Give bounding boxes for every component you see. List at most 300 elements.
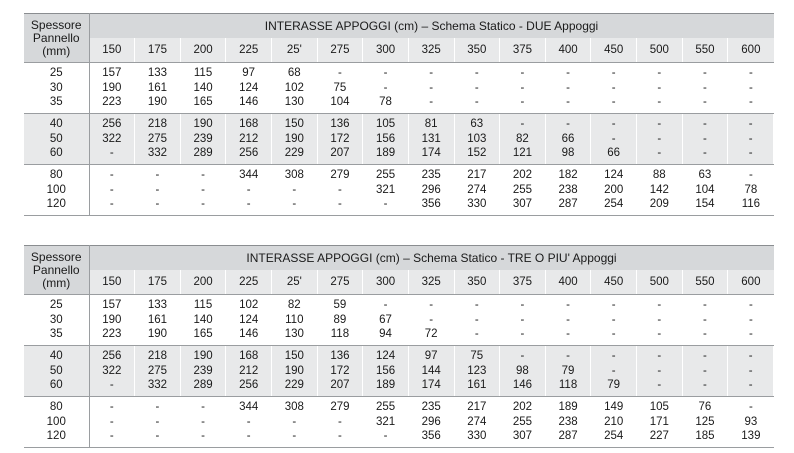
span-value: 172 — [330, 364, 350, 377]
span-value: 130 — [284, 96, 304, 109]
value-cell — [728, 114, 774, 165]
thickness-value: 35 — [49, 328, 63, 341]
span-value: 124 — [239, 81, 259, 94]
corner-label: Spessore Pannello (mm) — [24, 14, 89, 63]
span-value: 332 — [147, 147, 168, 160]
span-value: 146 — [512, 379, 533, 392]
span-value: - — [338, 67, 342, 80]
value-cell — [591, 63, 637, 114]
span-value: - — [520, 313, 525, 326]
span-header: 325 — [408, 270, 454, 295]
span-value: - — [520, 328, 525, 341]
span-value: 238 — [558, 415, 578, 428]
span-value: - — [474, 328, 479, 341]
value-cell — [728, 165, 774, 216]
span-value: - — [657, 350, 662, 363]
span-value: 229 — [284, 379, 304, 392]
span-value: 121 — [512, 147, 533, 160]
thickness-cell — [24, 397, 89, 448]
span-value: 140 — [193, 81, 213, 94]
span-value: - — [611, 313, 616, 326]
value-cell — [545, 397, 591, 448]
value-cell — [180, 63, 226, 114]
span-value: 296 — [421, 183, 441, 196]
span-value: 289 — [193, 379, 213, 392]
span-value: - — [429, 67, 434, 80]
value-cell — [363, 114, 409, 165]
span-value: - — [474, 313, 479, 326]
value-cell — [408, 346, 454, 397]
table-due-appoggi — [24, 13, 774, 216]
span-value: 307 — [512, 430, 533, 443]
span-value: 82 — [287, 299, 301, 312]
span-header: 275 — [317, 38, 363, 63]
span-value: - — [611, 81, 616, 94]
value-cell — [408, 63, 454, 114]
span-value: 150 — [284, 118, 304, 131]
value-cell — [728, 295, 774, 346]
span-value: 79 — [607, 379, 621, 392]
span-value: - — [109, 169, 114, 182]
thickness-value: 60 — [49, 379, 63, 392]
span-value: - — [611, 364, 616, 377]
span-value: 308 — [284, 169, 304, 182]
span-header: 400 — [545, 38, 591, 63]
span-value: 223 — [102, 96, 122, 109]
span-value: - — [611, 118, 616, 131]
span-value: 102 — [284, 81, 304, 94]
span-value: 93 — [744, 415, 758, 428]
span-value: - — [657, 132, 662, 145]
value-cell — [89, 346, 135, 397]
span-value: - — [155, 401, 160, 414]
value-cell — [317, 346, 363, 397]
thickness-value: 30 — [49, 81, 63, 94]
span-value: - — [201, 198, 205, 211]
value-cell — [591, 165, 637, 216]
span-value: - — [657, 81, 662, 94]
span-value: - — [566, 299, 570, 312]
span-header: 300 — [363, 38, 409, 63]
span-value: - — [474, 81, 479, 94]
value-cell — [682, 346, 728, 397]
span-value: 190 — [102, 313, 122, 326]
span-value: 239 — [193, 364, 213, 377]
span-header: 150 — [89, 270, 135, 295]
span-value: - — [657, 313, 662, 326]
span-value: 189 — [558, 401, 578, 414]
span-value: 81 — [424, 118, 438, 131]
span-value: 239 — [193, 132, 213, 145]
span-value: 144 — [421, 364, 441, 377]
span-value: - — [246, 198, 251, 211]
span-value: - — [657, 96, 662, 109]
span-value: 190 — [284, 364, 304, 377]
span-value: 207 — [330, 379, 350, 392]
span-value: - — [748, 118, 753, 131]
span-header: 175 — [135, 38, 181, 63]
table-title: INTERASSE APPOGGI (cm) – Schema Statico - DUE Appoggi — [89, 14, 774, 39]
span-value: 133 — [147, 67, 168, 80]
value-cell — [363, 295, 409, 346]
span-value: 210 — [604, 415, 624, 428]
span-value: - — [611, 67, 616, 80]
value-cell — [545, 346, 591, 397]
value-cell — [272, 114, 318, 165]
span-value: 223 — [102, 328, 122, 341]
span-header: 600 — [728, 270, 774, 295]
span-value: 235 — [421, 169, 441, 182]
span-value: - — [520, 81, 525, 94]
span-header: 550 — [682, 270, 728, 295]
value-cell — [728, 346, 774, 397]
span-value: - — [155, 430, 160, 443]
value-cell — [272, 63, 318, 114]
span-value: 104 — [695, 183, 715, 196]
span-value: 287 — [558, 430, 578, 443]
value-cell — [272, 165, 318, 216]
span-value: 142 — [649, 183, 669, 196]
thickness-value: 100 — [46, 183, 66, 196]
span-value: - — [201, 183, 205, 196]
span-value: 161 — [147, 81, 168, 94]
span-value: 136 — [330, 118, 350, 131]
span-value: - — [657, 379, 662, 392]
value-cell — [89, 63, 135, 114]
span-value: 255 — [512, 415, 533, 428]
span-value: - — [566, 96, 570, 109]
value-cell — [637, 63, 683, 114]
span-header: 200 — [180, 270, 226, 295]
span-value: - — [748, 379, 753, 392]
value-cell — [454, 63, 500, 114]
span-value: 296 — [421, 415, 441, 428]
span-value: 115 — [193, 299, 213, 312]
value-cell — [226, 346, 272, 397]
span-header: 450 — [591, 38, 637, 63]
span-value: - — [703, 118, 707, 131]
span-value: - — [109, 430, 114, 443]
span-value: 124 — [604, 169, 624, 182]
span-value: 274 — [467, 415, 487, 428]
value-cell — [545, 165, 591, 216]
span-value: 139 — [741, 430, 761, 443]
span-value: 190 — [147, 328, 168, 341]
span-value: 105 — [649, 401, 669, 414]
span-value: 322 — [102, 364, 122, 377]
value-cell — [500, 397, 546, 448]
thickness-value: 50 — [49, 364, 63, 377]
value-cell — [728, 63, 774, 114]
span-header: 450 — [591, 270, 637, 295]
value-cell — [637, 114, 683, 165]
span-value: 174 — [421, 147, 441, 160]
span-value: 189 — [375, 147, 396, 160]
span-value: - — [109, 147, 114, 160]
span-header: 25' — [272, 270, 318, 295]
span-value: 332 — [147, 379, 168, 392]
span-value: 255 — [375, 169, 396, 182]
span-value: 217 — [467, 401, 487, 414]
span-value: - — [474, 96, 479, 109]
span-value: 123 — [467, 364, 487, 377]
span-value: 98 — [516, 364, 529, 377]
span-value: 289 — [193, 147, 213, 160]
span-value: - — [383, 81, 388, 94]
span-value: 217 — [467, 169, 487, 182]
value-cell — [272, 295, 318, 346]
value-cell — [135, 114, 181, 165]
span-value: - — [566, 328, 570, 341]
span-header: 275 — [317, 270, 363, 295]
span-value: - — [703, 299, 707, 312]
span-value: - — [109, 415, 114, 428]
span-value: - — [703, 364, 707, 377]
span-value: - — [657, 328, 662, 341]
span-value: - — [748, 350, 753, 363]
span-header: 600 — [728, 38, 774, 63]
span-value: - — [246, 183, 251, 196]
span-value: 165 — [193, 96, 213, 109]
span-value: 118 — [558, 379, 578, 392]
thickness-cell — [24, 63, 89, 114]
value-cell — [89, 165, 135, 216]
span-value: - — [566, 350, 570, 363]
thickness-value: 40 — [49, 118, 63, 131]
span-value: - — [338, 183, 342, 196]
thickness-value: 40 — [49, 350, 63, 363]
value-cell — [682, 397, 728, 448]
span-value: - — [338, 415, 342, 428]
span-header: 550 — [682, 38, 728, 63]
span-value: 105 — [375, 118, 396, 131]
span-value: - — [109, 379, 114, 392]
span-value: - — [611, 96, 616, 109]
span-value: 78 — [379, 96, 392, 109]
span-value: 256 — [102, 350, 122, 363]
value-cell — [408, 165, 454, 216]
span-value: 82 — [516, 132, 529, 145]
span-value: 307 — [512, 198, 533, 211]
span-value: 156 — [375, 364, 396, 377]
span-header: 400 — [545, 270, 591, 295]
span-value: - — [748, 81, 753, 94]
span-value: 78 — [744, 183, 758, 196]
span-value: 212 — [239, 364, 259, 377]
value-cell — [454, 165, 500, 216]
span-value: - — [703, 81, 707, 94]
thickness-value: 25 — [49, 67, 63, 80]
thickness-value: 25 — [49, 299, 63, 312]
thickness-value: 60 — [49, 147, 63, 160]
thickness-cell — [24, 295, 89, 346]
span-value: 168 — [239, 118, 259, 131]
span-value: - — [383, 430, 388, 443]
value-cell — [180, 295, 226, 346]
span-value: - — [566, 67, 570, 80]
span-value: - — [520, 96, 525, 109]
span-value: 136 — [330, 350, 350, 363]
corner-label: Spessore Pannello (mm) — [24, 246, 89, 295]
span-value: 154 — [695, 198, 715, 211]
span-value: 79 — [561, 364, 575, 377]
thickness-value: 35 — [49, 96, 63, 109]
span-value: - — [201, 430, 205, 443]
value-cell — [317, 165, 363, 216]
value-cell — [408, 295, 454, 346]
span-header: 500 — [637, 270, 683, 295]
span-value: 110 — [285, 313, 304, 326]
span-value: 174 — [421, 379, 441, 392]
value-cell — [180, 397, 226, 448]
span-value: 308 — [284, 401, 304, 414]
span-header: 225 — [226, 38, 272, 63]
span-value: - — [703, 132, 707, 145]
span-value: - — [611, 350, 616, 363]
thickness-value: 30 — [49, 313, 63, 326]
span-value: - — [703, 350, 707, 363]
span-value: - — [429, 81, 434, 94]
thickness-value: 50 — [49, 132, 63, 145]
span-value: 256 — [239, 147, 259, 160]
value-cell — [317, 397, 363, 448]
span-value: - — [703, 328, 707, 341]
value-cell — [682, 165, 728, 216]
span-value: 75 — [333, 81, 347, 94]
value-cell — [682, 295, 728, 346]
span-value: 116 — [741, 198, 761, 211]
span-value: 330 — [467, 198, 487, 211]
span-value: - — [657, 147, 662, 160]
value-cell — [545, 63, 591, 114]
span-value: 150 — [284, 350, 304, 363]
table-tre-appoggi — [24, 245, 774, 448]
span-value: 255 — [375, 401, 396, 414]
value-cell — [591, 346, 637, 397]
span-value: 254 — [604, 198, 624, 211]
span-value: - — [703, 147, 707, 160]
span-value: 102 — [239, 299, 259, 312]
span-value: - — [338, 198, 342, 211]
span-value: - — [703, 96, 707, 109]
span-value: 103 — [467, 132, 487, 145]
span-value: - — [748, 299, 753, 312]
value-cell — [637, 346, 683, 397]
span-value: - — [748, 364, 753, 377]
span-value: - — [748, 67, 753, 80]
span-value: - — [246, 415, 251, 428]
span-value: - — [520, 299, 525, 312]
value-cell — [682, 114, 728, 165]
span-value: 140 — [193, 313, 213, 326]
span-value: - — [429, 96, 434, 109]
span-value: - — [748, 96, 753, 109]
value-cell — [500, 114, 546, 165]
span-value: 182 — [558, 169, 578, 182]
span-value: 190 — [193, 350, 213, 363]
span-value: 344 — [239, 401, 259, 414]
span-value: 321 — [375, 415, 396, 428]
value-cell — [226, 114, 272, 165]
span-value: - — [566, 81, 570, 94]
span-header: 150 — [89, 38, 135, 63]
span-value: 279 — [330, 401, 350, 414]
span-value: 255 — [512, 183, 533, 196]
span-value: 287 — [558, 198, 578, 211]
span-value: 165 — [193, 328, 213, 341]
span-value: - — [520, 118, 525, 131]
value-cell — [454, 295, 500, 346]
value-cell — [637, 397, 683, 448]
span-value: - — [657, 67, 662, 80]
span-value: - — [611, 299, 616, 312]
value-cell — [454, 114, 500, 165]
span-value: 238 — [558, 183, 578, 196]
span-value: - — [155, 183, 160, 196]
span-value: - — [474, 299, 479, 312]
span-value: 172 — [330, 132, 350, 145]
span-value: 322 — [102, 132, 122, 145]
span-value: 149 — [604, 401, 624, 414]
span-value: 97 — [424, 350, 438, 363]
span-value: 256 — [102, 118, 122, 131]
span-header: 300 — [363, 270, 409, 295]
value-cell — [226, 165, 272, 216]
span-value: - — [566, 118, 570, 131]
span-header: 375 — [500, 270, 546, 295]
span-value: 66 — [561, 132, 575, 145]
value-cell — [363, 165, 409, 216]
thickness-cell — [24, 346, 89, 397]
span-value: - — [201, 415, 205, 428]
span-value: - — [292, 198, 297, 211]
span-value: 118 — [330, 328, 350, 341]
value-cell — [180, 114, 226, 165]
value-cell — [408, 114, 454, 165]
span-value: 202 — [512, 169, 533, 182]
span-value: 146 — [239, 96, 259, 109]
span-value: - — [657, 364, 662, 377]
value-cell — [545, 114, 591, 165]
value-cell — [272, 346, 318, 397]
span-value: 66 — [607, 147, 621, 160]
span-header: 225 — [226, 270, 272, 295]
span-value: 190 — [193, 118, 213, 131]
span-value: 59 — [333, 299, 347, 312]
span-value: 94 — [379, 328, 392, 341]
span-value: - — [703, 67, 707, 80]
span-value: 161 — [147, 313, 168, 326]
span-value: 98 — [561, 147, 575, 160]
span-value: 130 — [284, 328, 304, 341]
thickness-value: 80 — [49, 401, 63, 414]
value-cell — [89, 114, 135, 165]
span-value: 254 — [604, 430, 624, 443]
value-cell — [545, 295, 591, 346]
span-value: 88 — [652, 169, 666, 182]
value-cell — [591, 295, 637, 346]
value-cell — [89, 397, 135, 448]
span-value: 344 — [239, 169, 259, 182]
value-cell — [180, 346, 226, 397]
span-header: 350 — [454, 38, 500, 63]
value-cell — [135, 295, 181, 346]
span-header: 25' — [272, 38, 318, 63]
span-value: - — [246, 430, 251, 443]
span-header: 350 — [454, 270, 500, 295]
span-value: - — [155, 198, 160, 211]
span-value: - — [520, 67, 525, 80]
